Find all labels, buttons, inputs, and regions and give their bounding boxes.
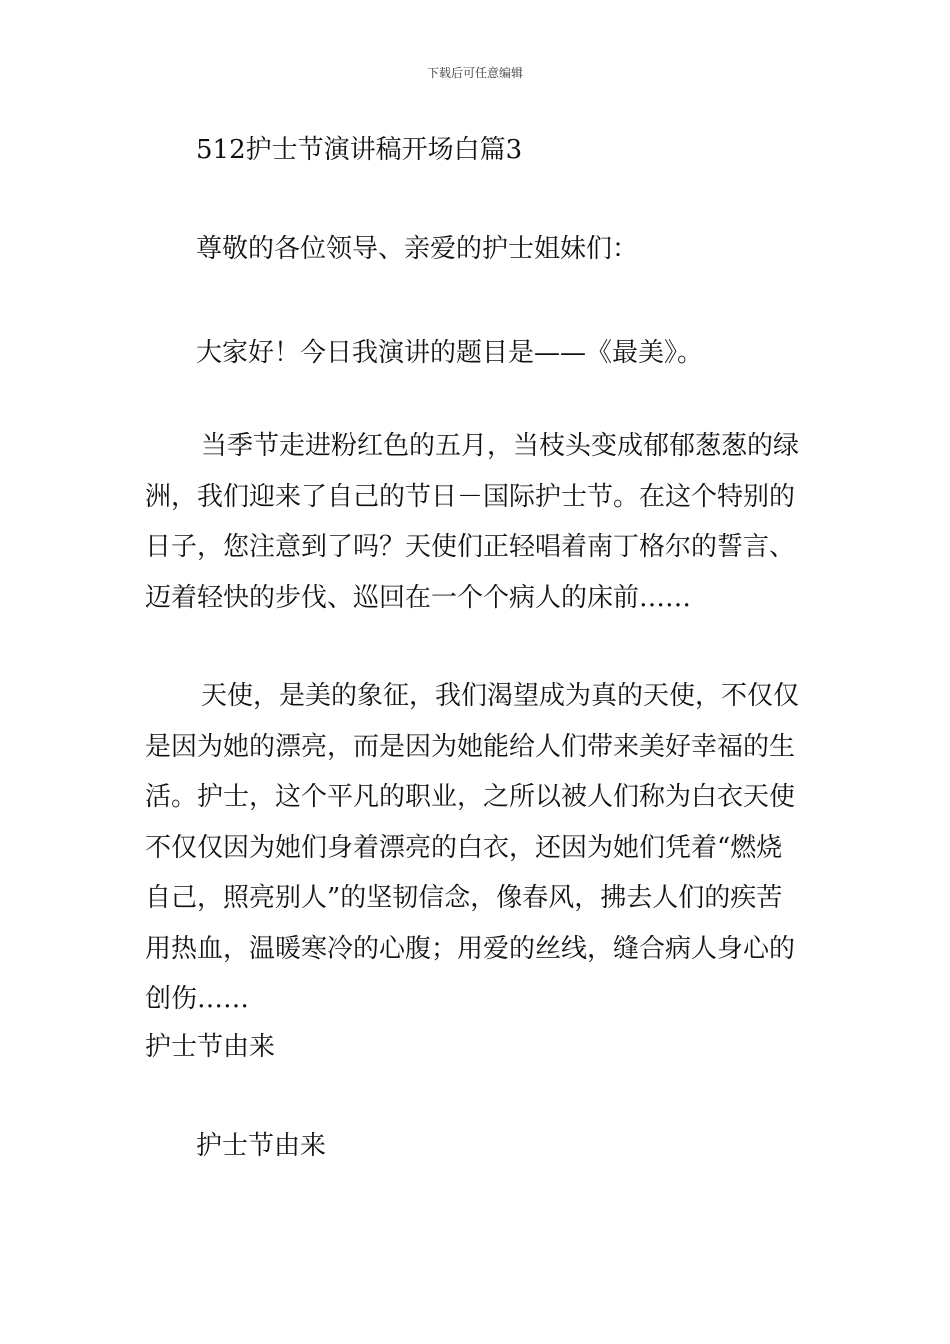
subheading-2: 护士节由来 <box>196 1131 327 1161</box>
paragraph-line: 日子，您注意到了吗？天使们正轻唱着南丁格尔的誓言、 <box>145 532 796 562</box>
header-note: 下载后可任意编辑 <box>426 66 523 80</box>
paragraph-line: 创伤…… <box>145 984 250 1014</box>
paragraph-line: 用热血，温暖寒冷的心腹；用爱的丝线，缝合病人身心的 <box>145 933 796 964</box>
paragraph-line: 天使，是美的象征，我们渴望成为真的天使，不仅仅 <box>175 681 800 711</box>
paragraph-line: 洲，我们迎来了自己的节日－国际护士节。在这个特别的 <box>145 481 796 512</box>
salutation: 尊敬的各位领导、亲爱的护士姐妹们： <box>196 234 639 264</box>
paragraph-1 <box>145 421 810 623</box>
paragraph-2 <box>145 671 810 1025</box>
paragraph-line: 迈着轻快的步伐、巡回在一个个病人的床前…… <box>145 582 692 613</box>
paragraph-line: 不仅仅因为她们身着漂亮的白衣，还因为她们凭着“燃烧 <box>145 832 783 863</box>
paragraph-line: 是因为她的漂亮，而是因为她能给人们带来美好幸福的生 <box>145 731 796 762</box>
paragraph-line: 活。护士，这个平凡的职业，之所以被人们称为白衣天使 <box>145 782 796 812</box>
greeting: 大家好！今日我演讲的题目是——《最美》。 <box>196 338 704 368</box>
paragraph-line: 自己，照亮别人”的坚韧信念，像春风，拂去人们的疾苦 <box>145 883 783 913</box>
paragraph-line: 当季节走进粉红色的五月，当枝头变成郁郁葱葱的绿 <box>175 431 800 461</box>
subheading-1: 护士节由来 <box>145 1032 276 1062</box>
document-title: 512护士节演讲稿开场白篇3 <box>196 135 523 165</box>
